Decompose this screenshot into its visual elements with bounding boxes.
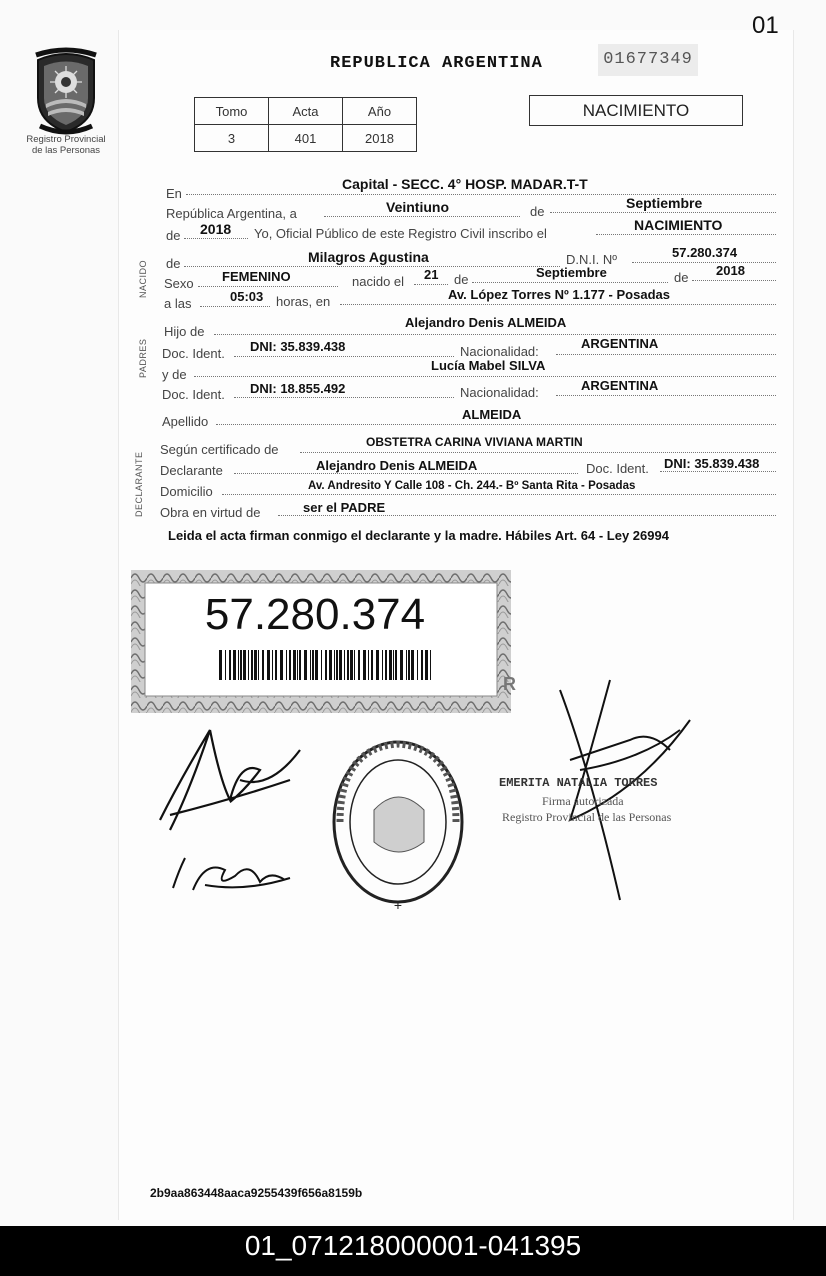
barcode-bar	[293, 650, 296, 680]
label-dni: D.N.I. Nº	[566, 252, 617, 267]
document-serial-number: 01677349	[598, 44, 698, 76]
side-label-declarante: DECLARANTE	[134, 451, 144, 517]
act-kind-value: NACIMIENTO	[634, 217, 723, 233]
dotted-line	[414, 284, 448, 285]
barcode-bar	[267, 650, 270, 680]
label-doc-ident: Doc. Ident.	[162, 346, 225, 361]
tomo-value: 3	[195, 125, 269, 152]
barcode-bar	[297, 650, 298, 680]
mother-nationality-value: ARGENTINA	[581, 378, 659, 393]
label-de: de	[166, 228, 181, 243]
seal-dni-number: 57.280.374	[204, 590, 426, 639]
birth-place-value: Av. López Torres Nº 1.177 - Posadas	[448, 287, 670, 302]
document-hash: 2b9aa863448aaca9255439f656a8159b	[150, 1186, 363, 1200]
barcode-bar	[350, 650, 353, 680]
barcode-bar	[233, 650, 236, 680]
barcode-bar	[286, 650, 287, 680]
dotted-line	[278, 515, 776, 516]
dni-value: 57.280.374	[672, 245, 738, 260]
page-number: 01	[752, 12, 779, 39]
barcode-bar	[243, 650, 246, 680]
barcode-bar	[344, 650, 345, 680]
tomo-acta-anio-table	[194, 97, 417, 152]
birth-year-value: 2018	[716, 263, 745, 278]
barcode-bar	[363, 650, 366, 680]
svg-text:R: R	[503, 674, 516, 694]
dotted-line	[216, 424, 776, 425]
label-apellido: Apellido	[162, 414, 209, 429]
declarant-doc-value: DNI: 35.839.438	[664, 456, 760, 471]
label-republica-a: República Argentina, a	[166, 206, 297, 221]
label-de: de	[166, 256, 181, 271]
closing-statement: Leida el acta firman conmigo el declarante y la madre. Hábiles Art. 64 - Ley 26994	[168, 528, 669, 543]
declarant-value: Alejandro Denis ALMEIDA	[316, 458, 478, 473]
label-declarante: Declarante	[160, 463, 223, 478]
label-nacido-el: nacido el	[352, 274, 405, 289]
anio-header: Año	[343, 98, 417, 125]
barcode-bar	[385, 650, 387, 680]
month-value: Septiembre	[626, 195, 703, 211]
birth-time-value: 05:03	[230, 289, 264, 304]
mother-name-value: Lucía Mabel SILVA	[431, 358, 546, 373]
label-sexo: Sexo	[164, 276, 194, 291]
sex-value: FEMENINO	[222, 269, 291, 284]
birth-day-value: 21	[424, 267, 439, 282]
barcode-bar	[225, 650, 226, 680]
label-domicilio: Domicilio	[160, 484, 213, 499]
dotted-line	[194, 376, 776, 377]
barcode-bar	[354, 650, 355, 680]
dotted-line	[596, 234, 776, 235]
registrar-name: EMERITA NATALIA TORRES	[499, 776, 658, 790]
barcode-bar	[299, 650, 301, 680]
label-obra-en-virtud: Obra en virtud de	[160, 505, 261, 520]
barcode-bar	[395, 650, 397, 680]
barcode-bar	[310, 650, 311, 680]
father-name-value: Alejandro Denis ALMEIDA	[405, 315, 567, 330]
side-label-padres: PADRES	[138, 338, 148, 378]
label-y-de: y de	[162, 367, 187, 382]
barcode-bar	[304, 650, 307, 680]
acta-value: 401	[269, 125, 343, 152]
barcode-bar	[289, 650, 291, 680]
place-value: Capital - SECC. 4° HOSP. MADAR.T-T	[342, 176, 588, 192]
barcode-bar	[425, 650, 428, 680]
dotted-line	[184, 266, 560, 267]
dotted-line	[184, 238, 248, 239]
barcode-bar	[411, 650, 414, 680]
barcode-bar	[389, 650, 392, 680]
footer-file-id: 01_071218000001-041395	[244, 1230, 582, 1261]
barcode-bar	[421, 650, 423, 680]
by-virtue-value: ser el PADRE	[303, 500, 386, 515]
barcode-bar	[408, 650, 410, 680]
dotted-line	[214, 334, 776, 335]
label-a-las: a las	[164, 296, 192, 311]
barcode-bar	[325, 650, 327, 680]
dotted-line	[472, 282, 668, 283]
label-nacionalidad: Nacionalidad:	[460, 344, 539, 359]
dotted-line	[222, 494, 776, 495]
barcode-bar	[376, 650, 379, 680]
dotted-line	[198, 286, 338, 287]
barcode-bar	[280, 650, 283, 680]
label-hijo-de: Hijo de	[164, 324, 205, 339]
label-yo-oficial: Yo, Oficial Público de este Registro Civil inscribo el	[254, 226, 547, 241]
mother-signature	[165, 840, 305, 900]
father-nationality-value: ARGENTINA	[581, 336, 659, 351]
barcode-bar	[258, 650, 259, 680]
registrar-title: Firma autorizada	[542, 794, 624, 808]
name-value: Milagros Agustina	[308, 249, 429, 265]
barcode-bar	[400, 650, 403, 680]
barcode-bar	[417, 650, 418, 680]
mother-doc-value: DNI: 18.855.492	[250, 381, 346, 396]
provincial-coat-of-arms-logo	[30, 46, 102, 136]
surname-value: ALMEIDA	[462, 407, 522, 422]
dotted-line	[556, 354, 776, 355]
label-horas-en: horas, en	[276, 294, 331, 309]
barcode-bar	[334, 650, 335, 680]
anio-value: 2018	[343, 125, 417, 152]
barcode-bar	[312, 650, 314, 680]
barcode-bar	[371, 650, 373, 680]
dotted-line	[340, 304, 776, 305]
barcode-bar	[251, 650, 253, 680]
registry-logo-caption: Registro Provincial de las Personas	[26, 134, 106, 156]
dotted-line	[234, 397, 454, 398]
svg-text:+: +	[393, 897, 403, 913]
label-doc-ident: Doc. Ident.	[586, 461, 649, 476]
dotted-line	[234, 473, 578, 474]
record-type-box: NACIMIENTO	[529, 95, 743, 126]
day-words-value: Veintiuno	[386, 199, 449, 215]
barcode-bar	[430, 650, 431, 680]
label-de: de	[674, 270, 689, 285]
barcode-bar	[321, 650, 322, 680]
barcode-bar	[358, 650, 360, 680]
acta-header: Acta	[269, 98, 343, 125]
tomo-header: Tomo	[195, 98, 269, 125]
label-de: de	[530, 204, 545, 219]
father-doc-value: DNI: 35.839.438	[250, 339, 346, 354]
barcode-bar	[275, 650, 277, 680]
barcode-bar	[229, 650, 231, 680]
country-title: REPUBLICA ARGENTINA	[330, 54, 543, 73]
year-value: 2018	[200, 221, 232, 237]
barcode-bar	[262, 650, 264, 680]
label-de: de	[454, 272, 469, 287]
barcode-bar	[368, 650, 369, 680]
label-nacionalidad: Nacionalidad:	[460, 385, 539, 400]
barcode-bar	[336, 650, 338, 680]
dotted-line	[550, 212, 776, 213]
barcode-bar	[219, 650, 222, 680]
label-segun-certificado: Según certificado de	[160, 442, 279, 457]
barcode-bar	[315, 650, 318, 680]
barcode-bar	[238, 650, 239, 680]
barcode-bar	[248, 650, 249, 680]
dotted-line	[324, 216, 520, 217]
barcode-bar	[240, 650, 242, 680]
label-doc-ident: Doc. Ident.	[162, 387, 225, 402]
dotted-line	[200, 306, 270, 307]
dotted-line	[300, 452, 776, 453]
official-stamp	[328, 738, 468, 918]
certificate-value: OBSTETRA CARINA VIVIANA MARTIN	[366, 435, 583, 449]
declarant-signature	[150, 720, 310, 840]
barcode-bar	[406, 650, 407, 680]
barcode-bar	[272, 650, 273, 680]
dotted-line	[660, 471, 776, 472]
dotted-line	[692, 280, 776, 281]
address-value: Av. Andresito Y Calle 108 - Ch. 244.- Bº Santa Rita - Posadas	[308, 480, 636, 492]
registrar-office: Registro Provincial de las Personas	[502, 810, 672, 824]
dotted-line	[556, 395, 776, 396]
barcode-bar	[339, 650, 342, 680]
barcode-bar	[329, 650, 332, 680]
dotted-line	[234, 356, 454, 357]
dotted-line	[632, 262, 776, 263]
barcode-bar	[393, 650, 394, 680]
barcode-bar	[254, 650, 257, 680]
side-label-nacido: NACIDO	[138, 259, 148, 298]
label-en: En	[166, 186, 182, 201]
barcode-bar	[347, 650, 349, 680]
barcode-bar	[382, 650, 383, 680]
birth-month-value: Septiembre	[536, 265, 607, 280]
